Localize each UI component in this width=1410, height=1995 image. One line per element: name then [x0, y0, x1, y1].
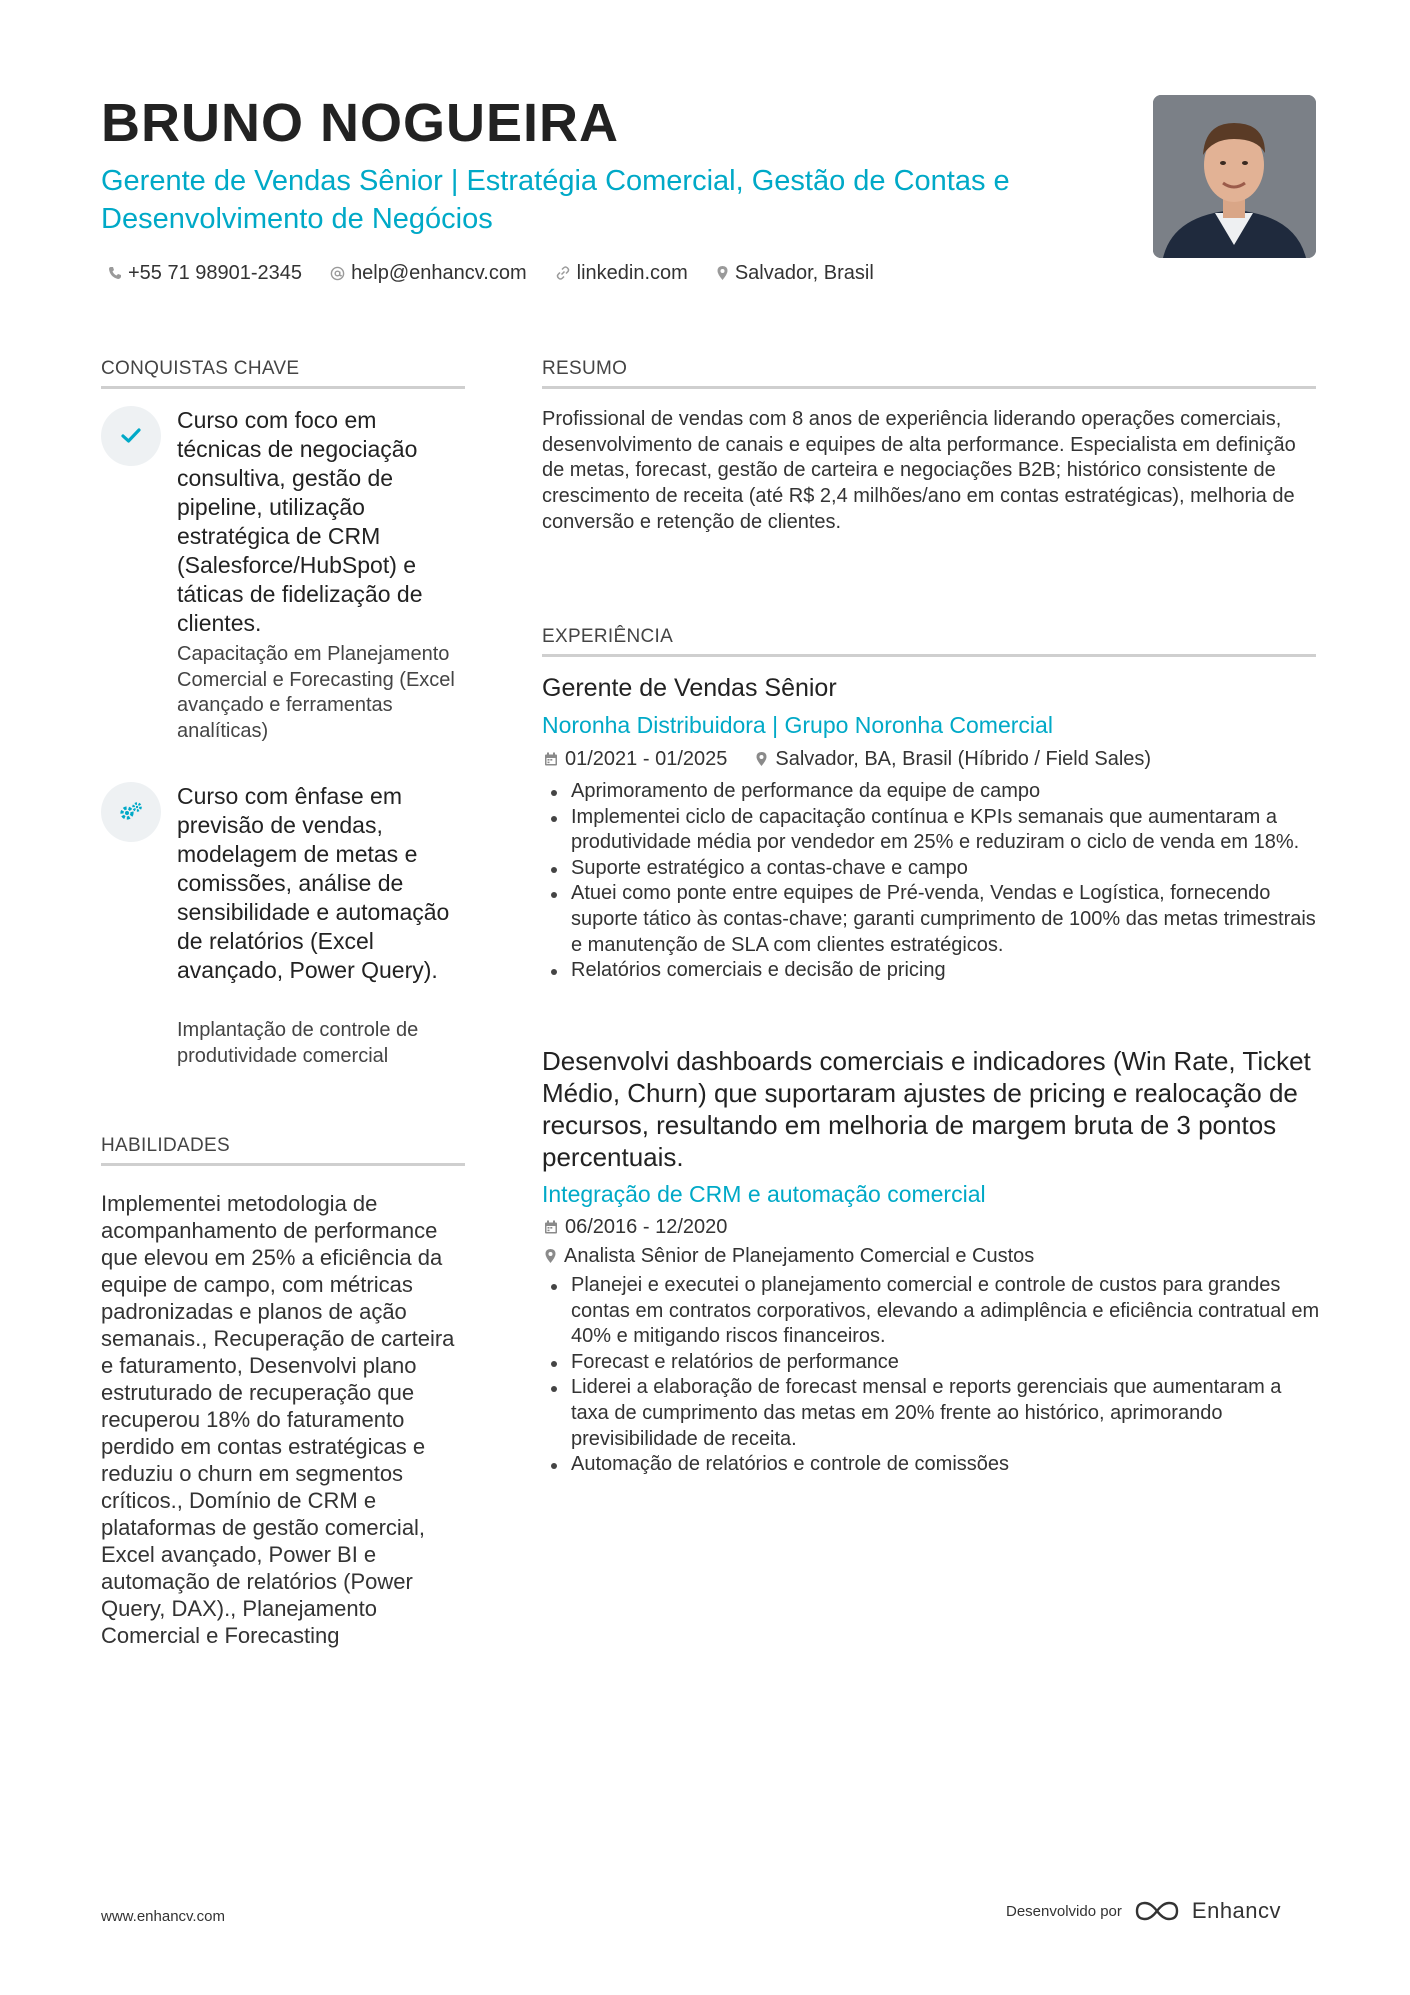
list-item: Forecast e relatórios de performance	[542, 1350, 1322, 1376]
job-dates-text: 06/2016 - 12/2020	[565, 1216, 728, 1238]
location-pin-icon	[544, 1248, 557, 1264]
footer-brand-name: Enhancv	[1191, 1898, 1282, 1923]
job-dates-text: 01/2021 - 01/2025	[565, 748, 728, 770]
contact-location	[716, 262, 874, 285]
list-item: Suporte estratégico a contas-chave e campo	[542, 856, 1322, 882]
candidate-name: BRUNO NOGUEIRA	[101, 93, 620, 153]
achievement-title: Curso com ênfase em previsão de vendas, modelagem de metas e comissões, análise de sensibilidade e automação de relatórios (Excel avançado, Power Query).	[177, 783, 450, 983]
achievement-item	[101, 782, 465, 1072]
location-pin-icon	[755, 751, 768, 767]
section-title-summary: RESUMO	[542, 358, 1316, 389]
job-location	[755, 746, 1151, 772]
list-item: Implementei ciclo de capacitação contínua e KPIs semanais que aumentaram a produtividade média por vendedor em 25% e reduziram o ciclo de venda em 18%.	[542, 805, 1322, 856]
enhancv-logo-icon	[1134, 1899, 1180, 1923]
footer-website[interactable]: www.enhancv.com	[101, 1908, 225, 1925]
contact-bar	[108, 258, 874, 288]
list-item: Liderei a elaboração de forecast mensal e reports gerenciais que aumentaram a taxa de cumprimento das metas em 20% frente ao histórico, aprimorando previsibilidade de receita.	[542, 1375, 1322, 1452]
profile-photo-illustration	[1153, 95, 1316, 258]
footer-branding[interactable]	[1006, 1898, 1281, 1924]
contact-linkedin[interactable]	[555, 262, 688, 285]
checkmark-icon	[120, 427, 142, 445]
contact-location-text: Salvador, Brasil	[734, 261, 874, 284]
list-item: Aprimoramento de performance da equipe de campo	[542, 779, 1322, 805]
job-location-text: Salvador, BA, Brasil (Híbrido / Field Sales)	[775, 748, 1152, 770]
job-title: Desenvolvi dashboards comerciais e indicadores (Win Rate, Ticket Médio, Churn) que suportaram ajustes de pricing e realocação de recursos, resultando em melhoria de margem bruta de 3 pontos percentuais.	[542, 1046, 1311, 1172]
list-item: Relatórios comerciais e decisão de pricing	[542, 958, 1322, 984]
section-title-achievements: CONQUISTAS CHAVE	[101, 358, 465, 389]
company-name: Noronha Distribuidora | Grupo Noronha Comercial	[542, 712, 1053, 738]
job-bullets	[542, 1273, 1322, 1478]
achievement-item	[101, 406, 465, 742]
company-name: Integração de CRM e automação comercial	[542, 1181, 986, 1207]
job-dates	[544, 746, 727, 772]
job-location	[544, 1243, 1034, 1269]
job-location-text: Analista Sênior de Planejamento Comercial e Custos	[564, 1245, 1035, 1267]
gears-icon	[118, 801, 144, 823]
phone-icon	[108, 266, 122, 280]
achievement-icon-wrap	[101, 782, 161, 842]
achievement-icon-wrap	[101, 406, 161, 466]
section-title-skills: HABILIDADES	[101, 1135, 465, 1166]
job-dates	[544, 1214, 727, 1240]
contact-email-text: help@enhancv.com	[351, 261, 527, 284]
job-meta	[544, 746, 1151, 772]
job-bullets	[542, 779, 1322, 984]
at-sign-icon	[330, 266, 345, 281]
achievement-title: Curso com foco em técnicas de negociação consultiva, gestão de pipeline, utilização estratégica de CRM (Salesforce/HubSpot) e táticas de fidelização de clientes.	[177, 407, 423, 636]
link-icon	[555, 265, 571, 281]
job-meta	[544, 1214, 727, 1240]
calendar-icon	[544, 1220, 558, 1235]
calendar-icon	[544, 752, 558, 767]
footer-powered-by: Desenvolvido por	[1006, 1902, 1122, 1920]
candidate-headline: Gerente de Vendas Sênior | Estratégia Comercial, Gestão de Contas e Desenvolvimento de Negócios	[101, 165, 1010, 235]
profile-photo	[1153, 95, 1316, 258]
list-item: Automação de relatórios e controle de comissões	[542, 1452, 1322, 1478]
skills-text: Implementei metodologia de acompanhamento de performance que elevou em 25% a eficiência da equipe de campo, com métricas padronizadas e planos de ação semanais., Recuperação de carteira e faturamento, Desenvolvi plano estruturado de recuperação que recuperou 18% do faturamento perdido em contas estratégicas e reduziu o churn em segmentos críticos., Domínio de CRM e plataformas de gestão comercial, Excel avançado, Power BI e automação de relatórios (Power Query, DAX)., Planejamento Comercial e Forecasting	[101, 1191, 455, 1648]
achievement-description: Capacitação em Planejamento Comercial e Forecasting (Excel avançado e ferramentas analíticas)	[177, 643, 455, 742]
list-item: Planejei e executei o planejamento comercial e controle de custos para grandes contas em contratos corporativos, elevando a adimplência e eficiência contratual em 40% e mitigando riscos financeiros.	[542, 1273, 1322, 1350]
contact-phone[interactable]	[108, 262, 302, 285]
job-title: Gerente de Vendas Sênior	[542, 674, 837, 702]
list-item: Atuei como ponte entre equipes de Pré-venda, Vendas e Logística, fornecendo suporte tático às contas-chave; garanti cumprimento de 100% das metas trimestrais e manutenção de SLA com clientes estratégicos.	[542, 881, 1322, 958]
location-pin-icon	[716, 265, 729, 281]
section-title-experience: EXPERIÊNCIA	[542, 626, 1316, 657]
summary-text: Profissional de vendas com 8 anos de experiência liderando operações comerciais, desenvolvimento de canais e equipes de alta performance. Especialista em definição de metas, forecast, gestão de carteira e negociações B2B; histórico consistente de crescimento de receita (até R$ 2,4 milhões/ano em contas estratégicas), melhoria de conversão e retenção de clientes.	[542, 408, 1296, 533]
contact-email[interactable]	[330, 262, 527, 285]
achievement-description: Implantação de controle de produtividade comercial	[177, 1019, 419, 1067]
contact-linkedin-text: linkedin.com	[576, 261, 688, 284]
contact-phone-text: +55 71 98901-2345	[128, 261, 303, 284]
job-meta	[544, 1243, 1034, 1269]
